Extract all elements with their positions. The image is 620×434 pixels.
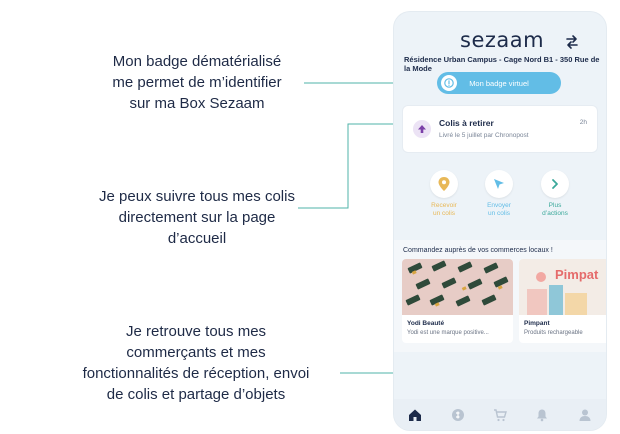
action-send[interactable] — [471, 170, 527, 218]
shop-image-text: Pimpat — [555, 267, 599, 282]
shop-name: Yodi Beauté — [407, 320, 445, 327]
parcel-subtitle: Livré le 5 juillet par Chronopost — [439, 132, 529, 139]
coin-icon[interactable] — [449, 406, 467, 424]
shop-image — [402, 259, 513, 315]
quick-actions — [394, 170, 606, 230]
action-more[interactable] — [527, 170, 583, 218]
parcel-time: 2h — [579, 119, 587, 126]
profile-icon[interactable] — [576, 406, 594, 424]
callout-parcels — [72, 186, 322, 249]
callout-line: commerçants et mes — [126, 344, 266, 361]
callout-line: Mon badge dématérialisé — [112, 53, 282, 70]
shop-name: Pimpant — [524, 320, 550, 327]
callout-line: Je peux suivre tous mes colis — [99, 188, 295, 205]
residence-address: Résidence Urban Campus - Cage Nord B1 - 350 Rue de la Mode — [404, 55, 600, 73]
callout-line: de colis et partage d’objets — [106, 386, 286, 403]
bottom-tab-bar — [394, 399, 606, 430]
send-arrow-icon — [485, 170, 513, 198]
arrow-up-icon — [413, 120, 431, 138]
shop-description: Produits rechargeable — [524, 330, 583, 336]
shop-description: Yodi est une marque positive... — [407, 330, 489, 336]
phone-screen — [394, 12, 606, 430]
action-label: Envoyer — [487, 202, 511, 209]
callout-line: Je retrouve tous mes — [125, 323, 267, 340]
badge-button-label: Mon badge virtuel — [469, 78, 529, 88]
chevron-right-icon — [541, 170, 569, 198]
shop-card-yodi[interactable] — [402, 259, 513, 343]
parcel-card[interactable] — [402, 105, 598, 153]
callout-line: d’accueil — [167, 230, 227, 247]
swap-arrows-icon[interactable] — [564, 34, 580, 50]
callout-line: me permet de m’identifier — [112, 74, 282, 91]
virtual-badge-button[interactable] — [437, 72, 561, 94]
callout-line: directement sur la page — [118, 209, 276, 226]
shops-header: Commandez auprès de vos commerces locaux ! — [403, 247, 553, 254]
action-label: Recevoir — [431, 202, 457, 209]
callout-merchants — [60, 321, 332, 405]
callout-line: fonctionnalités de réception, envoi — [82, 365, 310, 382]
action-receive[interactable] — [416, 170, 472, 218]
brand-logo: sezaam — [460, 28, 545, 52]
parcel-title: Colis à retirer — [439, 118, 494, 128]
home-icon[interactable] — [406, 406, 424, 424]
callout-badge — [88, 51, 306, 114]
action-label: Plus — [548, 202, 562, 209]
shop-card-pimpant[interactable] — [519, 259, 606, 343]
action-label: d’actions — [542, 210, 568, 217]
app-header — [394, 12, 606, 112]
action-label: un colis — [432, 210, 456, 217]
badge-info-icon — [441, 75, 457, 91]
callout-line: sur ma Box Sezaam — [129, 95, 265, 112]
cart-icon[interactable] — [491, 406, 509, 424]
local-shops-section — [394, 240, 606, 352]
action-label: un colis — [487, 210, 511, 217]
bell-icon[interactable] — [533, 406, 551, 424]
location-pin-icon — [430, 170, 458, 198]
